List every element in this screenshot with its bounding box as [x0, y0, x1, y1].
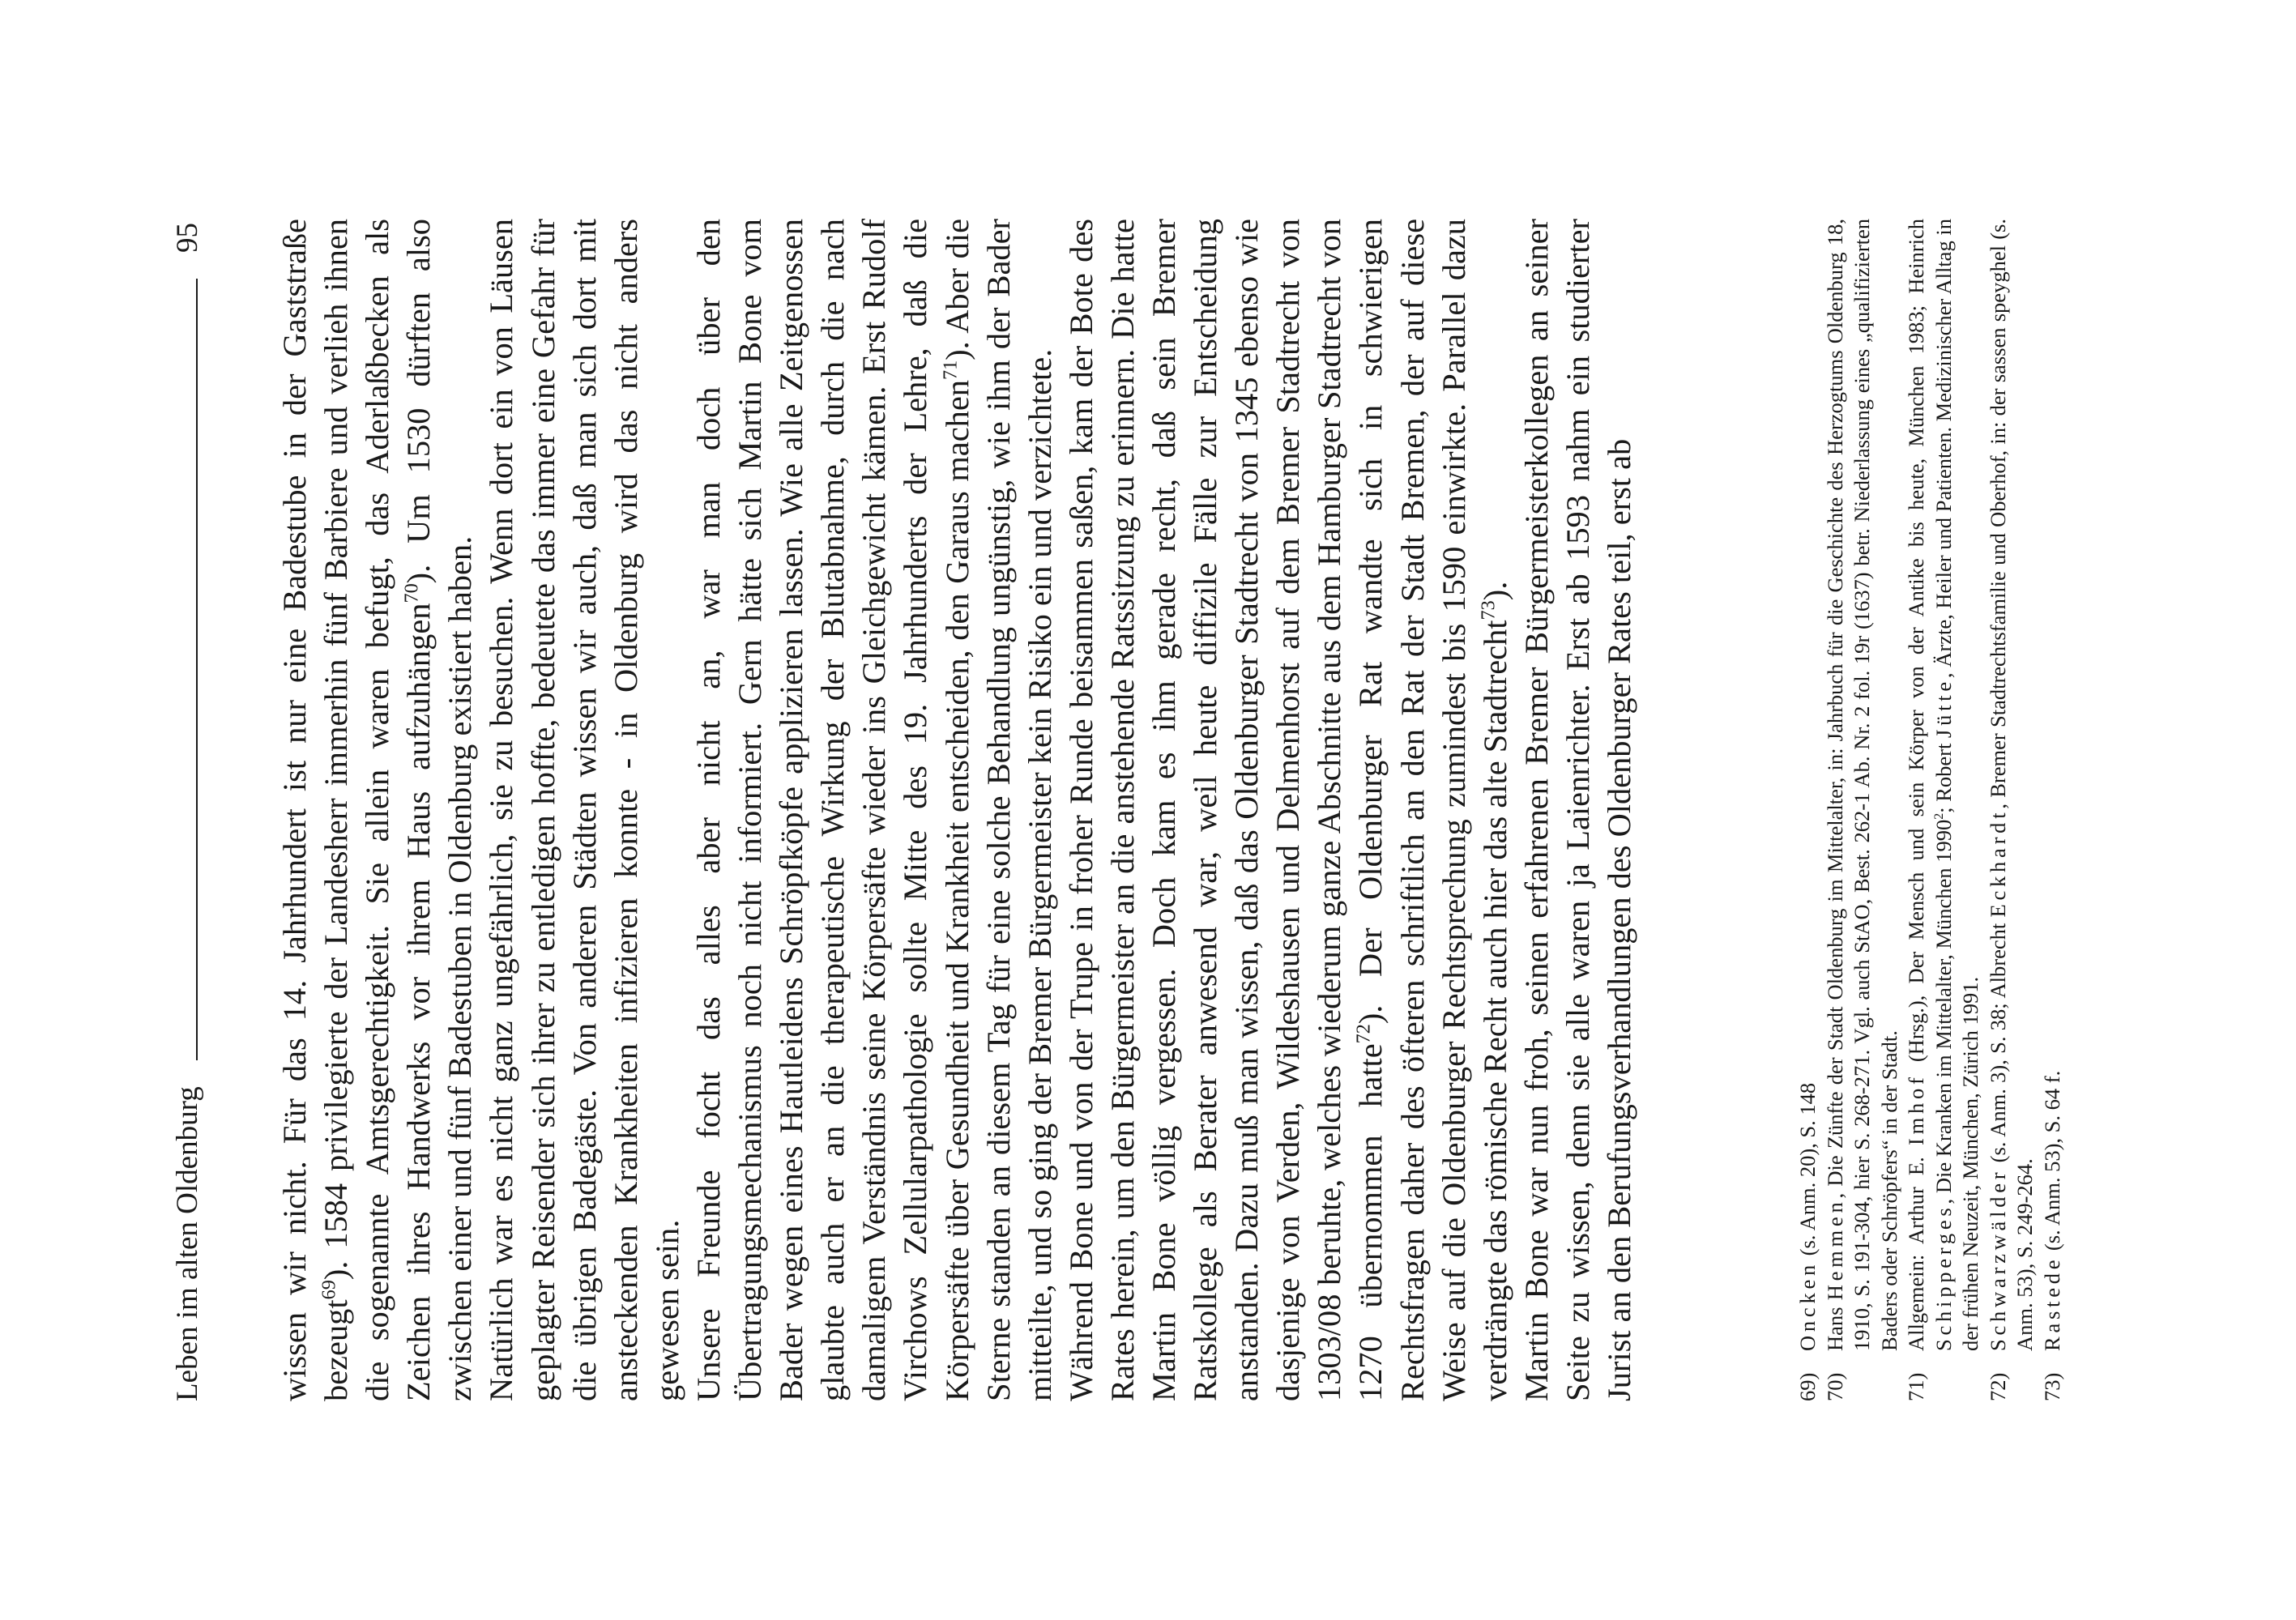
- text-run: ). Aber die Sterne standen an diesem Tag für eine solche Behandlung ungünstig, wie ihm der Bader mitteilte, und so ging der Bremer Bürgermeister kein Risiko ein und verzichtete.: [938, 219, 1058, 1401]
- author-name: Eckhardt: [1985, 808, 2010, 918]
- footnote: [1822, 219, 1904, 1401]
- author-name: Imhof: [1904, 1073, 1928, 1146]
- author-name: Oncken: [1795, 1260, 1820, 1351]
- footnote: [1903, 219, 1985, 1401]
- text-run: Während Bone und von der Trupe in froher Runde beisammen saßen, kam der Bote des Rates herein, um den Bürgermeister an die anstehende Ratssitzung zu erinnern. Die hatte Martin Bone völlig vergessen. Doch kam es ihm gerade recht, daß sein Bremer Ratskollege als Berater anwesend war, weil heute diffizile Fälle zur Entscheidung anstanden. Dazu muß man wissen, daß das Oldenburger Stadtrecht von 1345 ebenso wie dasjenige von Verden, Wildeshausen und Delmenhorst auf dem Bremer Stadtrecht von 1303/08 beruhte, welches wiederum ganze Abschnitte aus dem Hamburger Stadtrecht von 1270 übernommen hatte: [1062, 219, 1389, 1401]
- text-run: , Ärzte, Heiler und Patienten. Medizinischer Alltag in der frühen Neuzeit, München, Zürich 1991.: [1931, 219, 1982, 1351]
- footnote-reference: 71: [939, 360, 962, 381]
- text-run: , Die Kranken im Mittelalter, München 1990: [1931, 819, 1956, 1204]
- footnote-number: 69): [1795, 1372, 1820, 1401]
- author-name: Jütte: [1931, 678, 1956, 738]
- running-head-title: Leben im alten Oldenburg: [171, 1086, 204, 1401]
- footnote-text: [1795, 219, 1822, 1351]
- footnote-number: 73): [2039, 1372, 2064, 1401]
- footnote-number: 72): [1985, 1372, 2010, 1401]
- text-run: (Hrsg.), Der Mensch und sein Körper von der Antike bis heute, München 1983; Heinrich: [1904, 219, 1928, 1074]
- text-run: ; Robert: [1931, 737, 1956, 813]
- footnote-reference: 69: [318, 1280, 340, 1300]
- footnote-text: [2039, 219, 2067, 1351]
- body-paragraph: [688, 219, 1061, 1401]
- text-run: Allgemein: Arthur E.: [1904, 1145, 1928, 1351]
- body-text: [274, 219, 1637, 1401]
- footnote-reference: 73: [1477, 600, 1500, 620]
- footnote-number: 70): [1822, 1372, 1847, 1401]
- text-run: (s. Anm. 20), S. 148: [1795, 1082, 1820, 1261]
- footnote-text: [1822, 219, 1904, 1351]
- footnote-reference: 72: [1352, 1024, 1375, 1044]
- body-paragraph: [480, 219, 687, 1401]
- text-run: ).: [1476, 581, 1513, 601]
- text-run: ). Um 1530 dürften also zwischen einer und fünf Badestuben in Oldenburg existiert haben.: [400, 219, 479, 1401]
- text-run: ). 1584 privilegierte der Landesherr immerhin fünf Barbiere und verlieh ihnen die sogenannte Amtsgerechtigkeit. Sie allein waren befugt, das Aderlaßbecken als Zeichen ihres Handwerks vor ihrem Haus aufzuhängen: [318, 219, 437, 1401]
- footnotes: [1795, 219, 2119, 1401]
- text-run: , Bremer Stadtrechtsfamilie und Oberhof, in: der sassen speyghel (s. Anm. 53), S. 249-264.: [1985, 219, 2037, 1351]
- text-run: (s. Anm. 3), S. 38; Albrecht: [1985, 917, 2010, 1169]
- body-paragraph: [274, 219, 480, 1401]
- text-run: Hans: [1822, 1300, 1847, 1351]
- author-name: Schipperges: [1931, 1204, 1956, 1351]
- footnote-text: [1903, 219, 1985, 1351]
- footnote-reference: 70: [400, 583, 423, 603]
- footnote-reference: 2: [1931, 812, 1946, 820]
- body-paragraph: [1061, 219, 1516, 1401]
- footnote: [1985, 219, 2039, 1401]
- footnote-text: [1985, 219, 2039, 1351]
- author-name: Schwarzwälder: [1985, 1168, 2010, 1351]
- text-run: , Die Zünfte der Stadt Oldenburg im Mittelalter, in: Jahrbuch für die Geschichte des Herzogtums Oldenburg 18, 1910, S. 191-304, hier S. 268-271. Vgl. auch StAO, Best. 262-1 Ab. Nr. 2 fol. 19r (1637) betr. Niederlassung eines „qualifizierten Baders oder Schröpfers“ in der Stadt.: [1822, 218, 1901, 1351]
- text-run: wissen wir nicht. Für das 14. Jahrhundert ist nur eine Badestube in der Gaststraße bezeugt: [276, 219, 355, 1401]
- page-number: 95: [171, 223, 204, 253]
- text-run: Martin Bone war nun froh, seinen erfahrenen Bremer Bürgermeisterkollegen an seiner Seite zu wissen, denn sie alle waren ja Laienrichter. Erst ab 1593 nahm ein studierter Jurist an den Berufungsverhandlungen des Oldenburger Rates teil, erst ab: [1517, 219, 1637, 1401]
- text-run: Unsere Freunde focht das alles aber nicht an, war man doch über den Übertragungsmechanismus noch nicht informiert. Gern hätte sich Martin Bone vom Bader wegen eines Hautleidens Schröpfköpfe applizieren lassen. Wie alle Zeitgenossen glaubte auch er an die therapeutische Wirkung der Blutabnahme, durch die nach damaligem Verständnis seine Körpersäfte wieder ins Gleichgewicht kämen. Erst Rudolf Virchows Zellularpathologie sollte Mitte des 19. Jahrhunderts der Lehre, daß die Körpersäfte über Gesundheit und Krankheit entscheiden, den Garaus machen: [689, 219, 975, 1401]
- running-head: [169, 223, 207, 1401]
- text-run: (s. Anm. 53), S. 64 f.: [2039, 1070, 2064, 1256]
- author-name: Rastede: [2039, 1256, 2064, 1351]
- header-rule: [196, 279, 198, 1060]
- text-run: ). Der Oldenburger Rat wandte sich in schwierigen Rechtsfragen daher des öfteren schriftlich an den Rat der Stadt Bremen, der auf diese Weise auf die Oldenburger Rechtsprechung zumindest bis 1590 einwirkte. Parallel dazu verdrängte das römische Recht auch hier das alte Stadtrecht: [1352, 219, 1513, 1401]
- author-name: Hemmen: [1822, 1198, 1847, 1301]
- text-run: Natürlich war es nicht ganz ungefährlich, sie zu besuchen. Wenn dort ein von Läusen geplagter Reisender sich ihrer zu entledigen hoffte, bedeutete das immer eine Gefahr für die übrigen Badegäste. Von anderen Städten wissen wir auch, daß man sich dort mit ansteckenden Krankheiten infizieren konnte - in Oldenburg wird das nicht anders gewesen sein.: [483, 219, 685, 1401]
- footnote: [1795, 219, 1822, 1401]
- footnote: [2039, 219, 2067, 1401]
- body-paragraph: [1516, 219, 1640, 1401]
- footnote-number: 71): [1904, 1372, 1928, 1401]
